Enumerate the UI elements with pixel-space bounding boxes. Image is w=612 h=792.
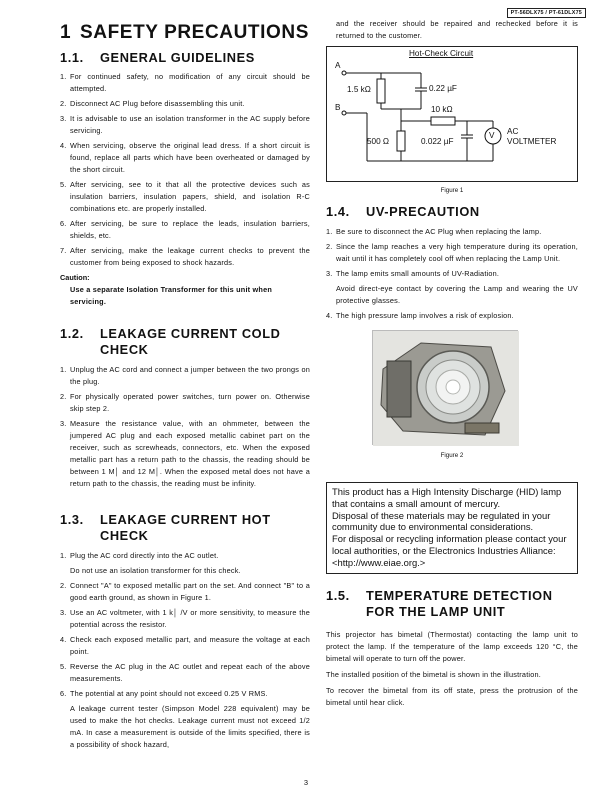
resistor-10k-label: 10 kΩ: [431, 105, 453, 114]
section-1-3-list: [60, 550, 310, 751]
lamp-unit-photo: [372, 330, 518, 445]
item-text: The high pressure lamp involves a risk of explosion.: [336, 311, 514, 320]
page-number: 3: [303, 778, 309, 787]
item-text: Reverse the AC plug in the AC outlet and repeat each of the above measurements.: [70, 662, 310, 683]
section-1-3-continuation: and the receiver should be repaired and rechecked before it is returned to the customer.: [336, 19, 578, 40]
section-title: UV-PRECAUTION: [366, 204, 480, 219]
item-number: 1.: [326, 227, 333, 236]
item-number: 1.: [60, 72, 67, 81]
terminal-a-icon: [342, 71, 346, 75]
terminal-b-label: B: [335, 103, 341, 112]
model-tag: PT-56DLX75 / PT-61DLX75: [507, 8, 586, 18]
section-1-3-heading: [60, 512, 310, 544]
item-number: 1.: [60, 551, 67, 560]
item-number: 3.: [326, 269, 333, 278]
item-number: 5.: [60, 662, 67, 671]
section-number: 1.2.: [60, 326, 84, 341]
section-title: LEAKAGE CURRENT COLD CHECK: [100, 326, 281, 357]
item-number: 1.: [60, 365, 67, 374]
item-text: Since the lamp reaches a very high temperature during its operation, wait until it has completely cool off when replacing the Lamp Unit.: [336, 242, 578, 263]
item-text: The potential at any point should not exceed 0.25 V RMS.: [70, 689, 268, 698]
item-text: Connect "A" to exposed metallic part on the set. And connect "B" to a good earth ground, as shown in Figure 1.: [70, 581, 310, 602]
figure-1-caption: Figure 1: [440, 187, 464, 194]
notice-line: This product has a High Intensity Discharge (HID) lamp that contains a small amount of mercury.: [332, 486, 562, 509]
terminal-b-icon: [342, 111, 346, 115]
list-item: [60, 607, 310, 631]
item-note: A leakage current tester (Simpson Model 228 equivalent) may be used to make the hot checks. Leakage current must not exceed 1/2 mA. In case a measurement is outside of the limits specified, there is a possibility of shock hazard,: [70, 704, 310, 749]
list-item: [326, 241, 578, 265]
figure-2-caption: Figure 2: [440, 452, 464, 459]
section-title: LEAKAGE CURRENT HOT CHECK: [100, 512, 271, 543]
list-item: [60, 550, 310, 577]
item-number: 7.: [60, 246, 67, 255]
voltmeter-label-voltmeter: VOLTMETER: [507, 137, 557, 146]
item-number: 3.: [60, 114, 67, 123]
hot-check-circuit-diagram: [326, 46, 578, 182]
list-item: [60, 661, 310, 685]
circuit-title: Hot-Check Circuit: [409, 49, 474, 58]
list-item: [326, 310, 578, 322]
item-text: After servicing, make the leakage current checks to prevent the customer from being exposed to shock hazards.: [70, 246, 310, 267]
list-item: [60, 98, 310, 110]
lamp-bracket-shape: [387, 361, 411, 417]
notice-line: Disposal of these materials may be regulated in your community due to environmental considerations.: [332, 509, 551, 533]
item-text: It is advisable to use an isolation transformer in the AC supply before servicing.: [70, 114, 310, 135]
section-1-2-list: [60, 364, 310, 490]
lamp-unit-illustration: [373, 331, 519, 446]
resistor-500-ohm-label: 500 Ω: [367, 137, 390, 146]
resistor-1-5k-label: 1.5 kΩ: [347, 85, 371, 94]
list-item: [60, 140, 310, 176]
item-text: After servicing, see to it that all the protective devices such as insulation barriers, insulation papers, shield, and isolation R-C combinations etc. are properly installed.: [70, 180, 310, 213]
list-item: [60, 218, 310, 242]
item-text: Disconnect AC Plug before disassembling this unit.: [70, 99, 245, 108]
item-number: 2.: [326, 242, 333, 251]
item-text: Unplug the AC cord and connect a jumper between the two prongs on the plug.: [70, 365, 310, 386]
item-number: 3.: [60, 608, 67, 617]
item-text: Measure the resistance value, with an ohmmeter, between the jumpered AC plug and each exposed metallic cabinet part on the receiver, such as screwheads, connectors, etc. When the exposed metallic part has a return path to the chassis, the reading should be between 1 M│ and 12 M│. When the exposed metal does not have a return path to the chassis, the reading must be infinity.: [70, 419, 310, 488]
caution-text: Use a separate Isolation Transformer for this unit when servicing.: [70, 285, 272, 306]
section-title: TEMPERATURE DETECTION FOR THE LAMP UNIT: [366, 587, 553, 619]
list-item: [60, 179, 310, 215]
list-item: [60, 580, 310, 604]
list-item: [60, 391, 310, 415]
section-title: GENERAL GUIDELINES: [100, 50, 255, 65]
resistor-10k-icon: [431, 117, 455, 125]
list-item: [60, 634, 310, 658]
chapter-heading: [60, 22, 310, 44]
section-1-1-heading: [60, 50, 310, 66]
item-text: When servicing, observe the original lead dress. If a short circuit is found, replace all parts which have been overheated or damaged by the short circuit.: [70, 141, 310, 174]
section-1-4-list: [326, 226, 578, 322]
item-note: Avoid direct-eye contact by covering the Lamp and wearing the UV protective glasses.: [336, 284, 578, 305]
circuit-schematic: [327, 47, 579, 183]
item-number: 3.: [60, 419, 67, 428]
item-number: 6.: [60, 689, 67, 698]
left-column: [60, 18, 310, 754]
item-number: 2.: [60, 392, 67, 401]
section-number: 1.1.: [60, 50, 84, 65]
section-1-1-list: [60, 71, 310, 269]
item-number: 2.: [60, 99, 67, 108]
section-number: 1.3.: [60, 512, 84, 527]
item-text: For continued safety, no modification of any circuit should be attempted.: [70, 72, 310, 93]
list-item: [326, 226, 578, 238]
item-text: For physically operated power switches, turn power on. Otherwise skip step 2.: [70, 392, 310, 413]
section-1-2-heading: [60, 326, 310, 358]
item-text: Plug the AC cord directly into the AC outlet.: [70, 551, 219, 560]
item-number: 5.: [60, 180, 67, 189]
lamp-connector-shape: [465, 423, 499, 433]
list-item: [60, 113, 310, 137]
item-text: Be sure to disconnect the AC Plug when replacing the lamp.: [336, 227, 542, 236]
voltmeter-symbol-label: V: [489, 131, 495, 140]
list-item: [60, 245, 310, 269]
terminal-a-label: A: [335, 61, 341, 70]
item-number: 2.: [60, 581, 67, 590]
list-item: [60, 71, 310, 95]
item-number: 4.: [60, 635, 67, 644]
notice-line: For disposal or recycling information please contact your local authorities, or the Electronics Industries Alliance: <http://www.eiae.org.>: [332, 533, 567, 568]
voltmeter-label-ac: AC: [507, 127, 519, 136]
section-number: 1.5.: [326, 587, 350, 603]
section-1-5-paragraph: This projector has bimetal (Thermostat) contacting the lamp unit to protect the lamp. If the temperature of the lamp exceeds 120 °C, the bimetal will operate to turn off the power.: [326, 629, 578, 663]
item-note: Do not use an isolation transformer for this check.: [70, 566, 241, 575]
section-1-5-paragraph: The installed position of the bimetal is shown in the illustration.: [326, 669, 541, 679]
item-text: Use an AC voltmeter, with 1 k│ /V or more sensitivity, to measure the potential across the resistor.: [70, 608, 310, 629]
item-number: 6.: [60, 219, 67, 228]
item-number: 4.: [60, 141, 67, 150]
capacitor-0-22uf-label: 0.22 µF: [429, 84, 457, 93]
resistor-500-ohm-icon: [397, 131, 405, 151]
section-1-5-paragraph: To recover the bimetal from its off state, press the protrusion of the bimetal until hear click.: [326, 685, 578, 707]
list-item: [60, 418, 310, 490]
chapter-title: SAFETY PRECAUTIONS: [80, 22, 309, 43]
section-1-4-heading: [326, 204, 578, 220]
chapter-number: 1: [60, 22, 72, 43]
section-1-5-heading: [326, 588, 578, 620]
item-text: After servicing, be sure to replace the leads, insulation barriers, shields, etc.: [70, 219, 310, 240]
list-item: [326, 268, 578, 307]
list-item: [60, 688, 310, 751]
resistor-1-5k-icon: [377, 79, 385, 103]
item-text: The lamp emits small amounts of UV-Radiation.: [336, 269, 500, 278]
item-number: 4.: [326, 311, 333, 320]
capacitor-0-022uf-label: 0.022 µF: [421, 137, 454, 146]
item-text: Check each exposed metallic part, and measure the voltage at each point.: [70, 635, 310, 656]
caution-label: Caution:: [60, 273, 90, 282]
list-item: [60, 364, 310, 388]
section-number: 1.4.: [326, 204, 350, 219]
mercury-disposal-notice: [326, 482, 578, 574]
right-column: [326, 18, 578, 709]
